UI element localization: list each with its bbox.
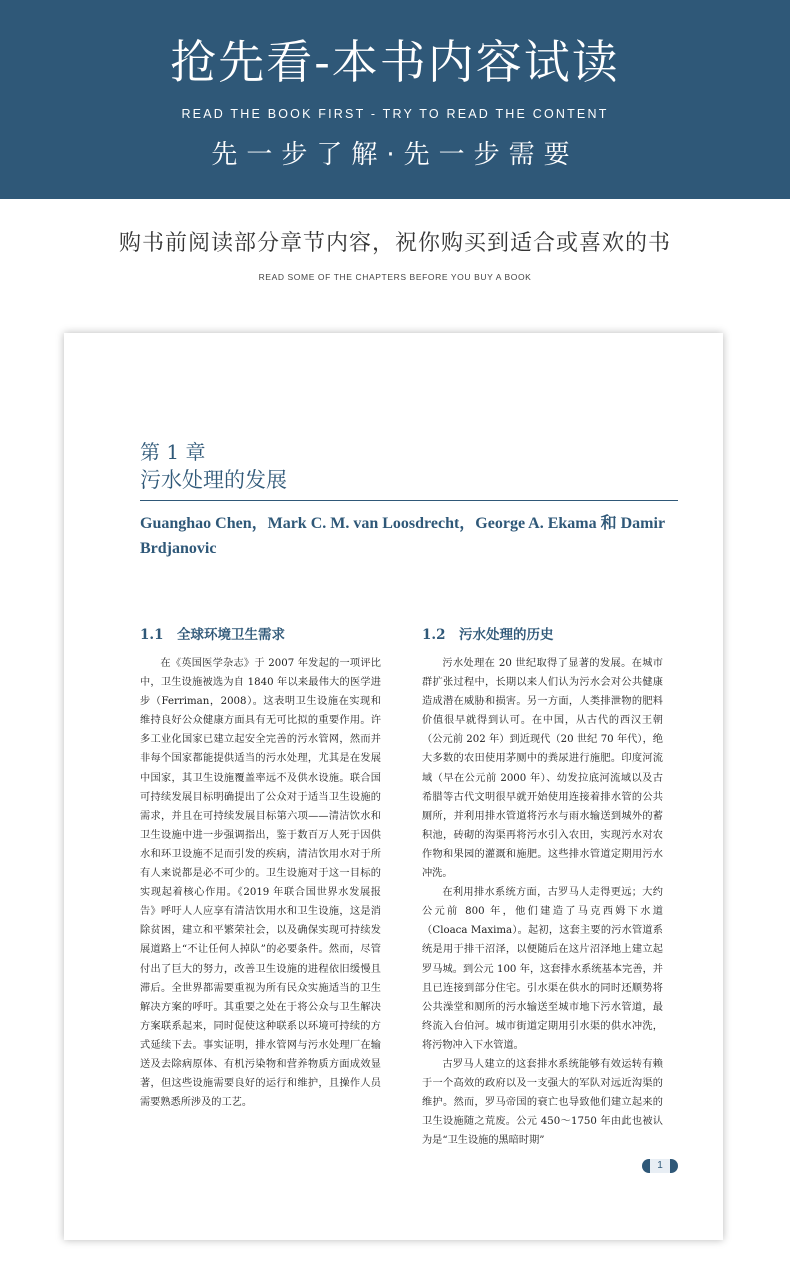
section-heading-1-1: 1.1 全球环境卫生需求 bbox=[140, 627, 285, 643]
chapter-number: 第 1 章 bbox=[140, 440, 206, 464]
tagline-en: READ SOME OF THE CHAPTERS BEFORE YOU BUY A BOOK bbox=[258, 272, 532, 282]
paragraph: 古罗马人建立的这套排水系统能够有效运转有赖于一个高效的政府以及一支强大的军队对远近沟渠的维护。然而，罗马帝国的衰亡也导致他们建立起来的卫生设施随之荒废。公元 450～1750 年由此也被认为是“卫生设施的黑暗时期” bbox=[422, 1058, 663, 1147]
paragraph: 在《英国医学杂志》于 2007 年发起的一项评比中，卫生设施被选为自 1840 年以来最伟大的医学进步（Ferriman，2008）。这表明卫生设施在实现和维持良好公众健康方面具有无可比拟的重要作用。许多工业化国家已建立起安全完善的污水管网，然而并非每个国家都能提供适当的污水处理，尤其是在发展中国家，其卫生设施覆盖率远不及供水设施。联合国可持续发展目标明确提出了公众对于适当卫生设施的需求，并且在可持续发展目标第六项——清洁饮水和卫生设施中进一步强调指出，鉴于数百万人死于因供水和环卫设施不足而引发的疾病，清洁饮用水对于所有人来说都是必不可少的。卫生设施对于这一目标的实现起着核心作用。《2019 年联合国世界水发展报告》呼吁人人应享有清洁饮用水和卫生设施，这是消除贫困，建立和平繁荣社会，以及确保实现可持续发展道路上“不让任何人掉队”的必要条件。然而，尽管付出了巨大的努力，改善卫生设施的进程依旧缓慢且滞后。全世界都需要重视为所有民众实施适当的卫生解决方案的呼吁。其重要之处在于将公众与卫生解决方案联系起来，同时促使这种联系以环境可持续的方式延续下去。事实证明，排水管网与污水处理厂在输送及去除病原体、有机污染物和营养物质方面成效显著，但这些设施需要良好的运行和维护，且操作人员需要熟悉所涉及的工艺。 bbox=[140, 658, 381, 1109]
paragraph: 污水处理在 20 世纪取得了显著的发展。在城市群扩张过程中，长期以来人们认为污水会对公共健康造成潜在威胁和损害。另一方面，人类排泄物的肥料价值很早就得到认可。在中国，从古代的西汉王朝（公元前 202 年）到近现代（20 世纪 70 年代），绝大多数的农田使用茅厕中的粪尿进行施肥。印度河流域（早在公元前 2000 年）、幼发拉底河流域以及古希腊等古代文明很早就开始使用连接着排水管的公共厕所，并利用排水管道将污水与雨水输送到城外的蓄积池，砖砌的沟渠再将污水引入农田，实现污水对农作物和果园的灌溉和施肥。这些排水管道定期用污水冲洗。 bbox=[422, 658, 663, 880]
right-column bbox=[422, 654, 663, 1150]
page-number: 1 bbox=[650, 1159, 670, 1173]
header-banner bbox=[0, 0, 790, 199]
chapter-title: 污水处理的发展 bbox=[140, 468, 287, 492]
chapter-authors: Guanghao Chen，Mark C. M. van Loosdrecht，George A. Ekama 和 Damir Brdjanovic bbox=[140, 515, 665, 557]
banner-subtitle-cn: 先一步了解·先一步需要 bbox=[211, 140, 579, 170]
tagline-cn: 购书前阅读部分章节内容，祝你购买到适合或喜欢的书 bbox=[118, 231, 671, 256]
paragraph: 在利用排水系统方面，古罗马人走得更远；大约公元前 800 年，他们建造了马克西姆下水道（Cloaca Maxima）。起初，这套主要的污水管道系统是用于排干沼泽，以便随后在这片沼泽地上建立起罗马城。到公元 100 年，这套排水系统基本完善，并且已连接到部分住宅。引水渠在供水的同时还顺势将公共澡堂和厕所的污水输送至城市地下污水管道，最终流入台伯河。城市街道定期用引水渠的供水冲洗，将污物冲入下水管道。 bbox=[422, 887, 663, 1051]
chapter-divider bbox=[140, 500, 678, 501]
banner-subtitle-en: READ THE BOOK FIRST - TRY TO READ THE CONTENT bbox=[181, 107, 609, 121]
banner-title: 抢先看-本书内容试读 bbox=[170, 35, 620, 89]
section-heading-1-2: 1.2 污水处理的历史 bbox=[422, 627, 554, 643]
left-column bbox=[140, 654, 381, 1112]
book-page bbox=[64, 333, 723, 1240]
page-number-badge bbox=[642, 1159, 678, 1173]
